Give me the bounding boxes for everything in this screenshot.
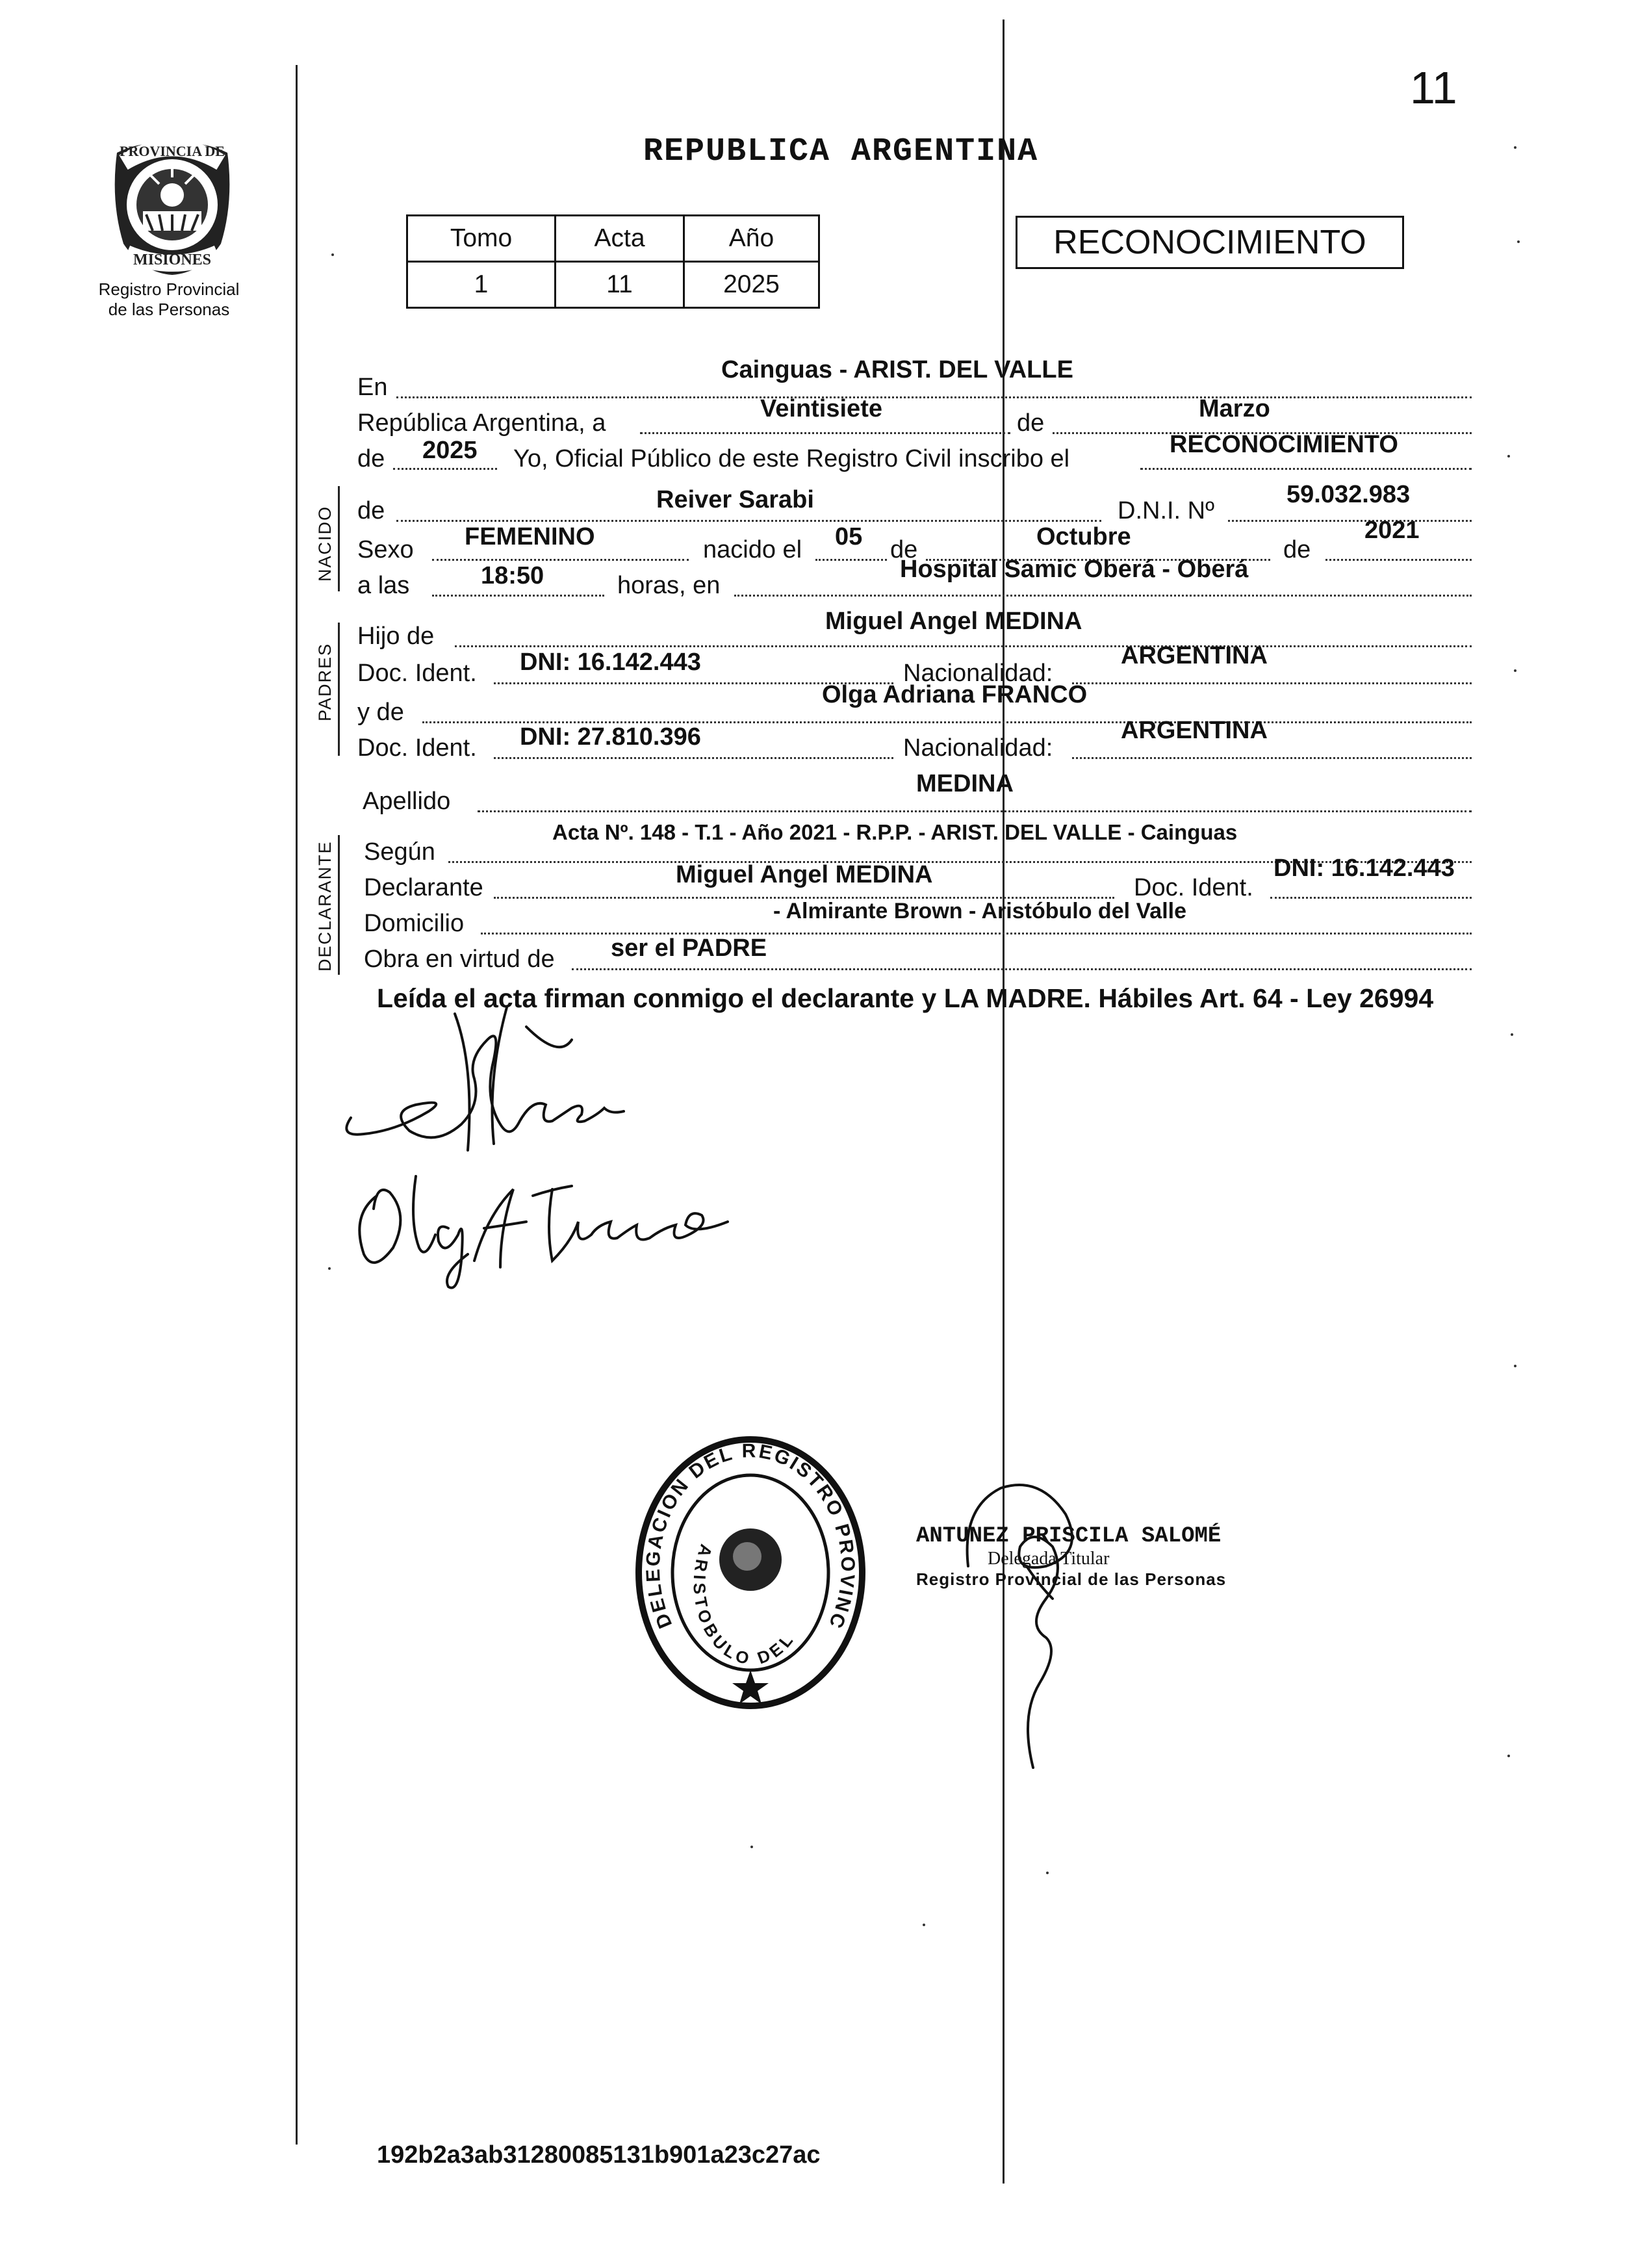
label-a-las: a las <box>357 572 410 599</box>
label-dni: D.N.I. Nº <box>1118 497 1214 524</box>
dots-en <box>396 396 1472 398</box>
left-margin-rule <box>296 65 298 2145</box>
document-title: REPUBLICA ARGENTINA <box>643 133 1039 170</box>
label-nacido-el: nacido el <box>703 536 802 563</box>
closing-text: Leída el acta firman conmigo el declarante y LA MADRE. Hábiles Art. 64 - Ley 26994 <box>377 983 1434 1013</box>
side-label-padres: PADRES <box>315 642 335 721</box>
label-nacionalidad-padre: Nacionalidad: <box>903 660 1053 687</box>
handwritten-signatures <box>338 1001 858 1339</box>
scan-speck <box>1514 669 1516 672</box>
scan-speck <box>923 1924 925 1926</box>
bracket-nacido <box>338 486 340 591</box>
dots-padre <box>455 645 1472 647</box>
dots-dni <box>1228 520 1472 522</box>
label-horas-en: horas, en <box>617 572 721 599</box>
dots-lugar-nac <box>734 595 1472 597</box>
logo-text-bottom: MISIONES <box>133 251 212 268</box>
anio-value: 2025 <box>684 262 819 308</box>
dots-madre-dni <box>494 757 893 759</box>
label-sexo: Sexo <box>357 536 414 563</box>
registry-caption <box>71 279 266 320</box>
official-signature <box>949 1469 1118 1781</box>
scan-speck <box>1507 455 1510 457</box>
value-padre: Miguel Angel MEDINA <box>825 608 1082 635</box>
label-de-mes: de <box>1017 409 1045 437</box>
dots-obra <box>572 968 1472 970</box>
anio-header: Año <box>684 216 819 262</box>
value-obra: ser el PADRE <box>611 934 767 962</box>
value-sexo: FEMENINO <box>465 523 595 550</box>
seal-inner-text: ARISTOBULO DEL <box>689 1541 799 1669</box>
value-lugar: Cainguas - ARIST. DEL VALLE <box>721 356 1073 383</box>
label-hijo-de: Hijo de <box>357 623 435 650</box>
dots-tipo <box>1140 468 1472 470</box>
side-label-nacido: NACIDO <box>315 505 335 582</box>
label-de-nac-anio: de <box>1283 536 1311 563</box>
act-type-box: RECONOCIMIENTO <box>1016 216 1404 269</box>
province-logo <box>97 127 247 276</box>
scan-speck <box>1517 240 1520 243</box>
value-apellido: MEDINA <box>916 770 1014 797</box>
dots-nac-anio <box>1325 559 1472 561</box>
value-madre: Olga Adriana FRANCO <box>822 681 1088 708</box>
label-de-persona: de <box>357 497 385 524</box>
logo-text-top: PROVINCIA DE <box>120 143 225 159</box>
value-declarante-dni: DNI: 16.142.443 <box>1273 855 1455 882</box>
scan-speck <box>1514 146 1516 149</box>
acta-header: Acta <box>556 216 684 262</box>
bracket-declarante <box>338 835 340 975</box>
value-nombre: Reiver Sarabi <box>656 486 814 513</box>
value-domicilio: - Almirante Brown - Aristóbulo del Valle <box>773 899 1187 923</box>
label-segun: Según <box>364 838 435 866</box>
value-dni: 59.032.983 <box>1286 481 1411 508</box>
label-domicilio: Domicilio <box>364 910 465 937</box>
value-nac-mes: Octubre <box>1036 523 1131 550</box>
label-doc-ident-declarante: Doc. Ident. <box>1134 874 1253 901</box>
page-number: 11 <box>1410 62 1457 113</box>
value-lugar-nac: Hospital Samic Oberá - Oberá <box>900 556 1249 583</box>
label-doc-ident-padre: Doc. Ident. <box>357 660 477 687</box>
label-republica: República Argentina, a <box>357 409 606 437</box>
value-padre-dni: DNI: 16.142.443 <box>520 649 701 676</box>
value-tipo: RECONOCIMIENTO <box>1170 431 1398 458</box>
tomo-header: Tomo <box>407 216 556 262</box>
value-declarante: Miguel Angel MEDINA <box>676 861 933 888</box>
value-anio: 2025 <box>422 437 478 464</box>
value-nac-anio: 2021 <box>1364 517 1420 544</box>
dots-nac-dia <box>815 559 887 561</box>
scan-speck <box>328 1267 331 1270</box>
side-label-declarante: DECLARANTE <box>315 840 335 972</box>
dots-padre-nac <box>1072 682 1472 684</box>
dots-declarante-dni <box>1270 897 1472 899</box>
label-declarante: Declarante <box>364 874 483 901</box>
official-block <box>916 1524 1226 1590</box>
label-de-anio: de <box>357 445 385 472</box>
scan-speck <box>1507 1755 1510 1757</box>
dots-hora <box>432 595 604 597</box>
value-hora: 18:50 <box>481 562 544 589</box>
tomo-value: 1 <box>407 262 556 308</box>
seal-outer-text: DELEGACION DEL REGISTRO PROVINC <box>642 1440 859 1633</box>
label-doc-ident-madre: Doc. Ident. <box>357 734 477 762</box>
label-de-nac-mes: de <box>890 536 918 563</box>
bracket-padres <box>338 623 340 756</box>
record-table-header <box>407 216 819 262</box>
registry-caption-line1: Registro Provincial <box>98 279 240 299</box>
official-seal <box>633 1430 867 1722</box>
dots-dia <box>640 432 1010 434</box>
label-en: En <box>357 374 388 401</box>
scan-speck <box>331 253 334 256</box>
label-y-de: y de <box>357 699 404 726</box>
label-obra: Obra en virtud de <box>364 946 555 973</box>
record-table <box>406 214 820 309</box>
document-hash: 192b2a3ab31280085131b901a23c27ac <box>377 2141 821 2169</box>
value-dia: Veintisiete <box>760 395 882 422</box>
acta-value: 11 <box>556 262 684 308</box>
scan-speck <box>750 1846 753 1848</box>
dots-sexo <box>432 559 689 561</box>
label-nacionalidad-madre: Nacionalidad: <box>903 734 1053 762</box>
value-mes: Marzo <box>1199 395 1270 422</box>
record-table-values <box>407 262 819 308</box>
value-nac-dia: 05 <box>835 523 863 550</box>
official-org: Registro Provincial de las Personas <box>916 1569 1227 1589</box>
label-oficial: Yo, Oficial Público de este Registro Civil inscribo el <box>513 445 1070 472</box>
scan-speck <box>1511 1033 1513 1036</box>
official-role: Delegada Titular <box>988 1549 1110 1569</box>
scan-speck <box>1514 1365 1516 1367</box>
value-segun: Acta Nº. 148 - T.1 - Año 2021 - R.P.P. - ARIST. DEL VALLE - Cainguas <box>552 820 1238 844</box>
dots-apellido <box>478 810 1472 812</box>
official-name: ANTUNEZ PRISCILA SALOMÉ <box>916 1524 1222 1549</box>
dots-nombre <box>396 520 1101 522</box>
dots-madre-nac <box>1072 757 1472 759</box>
center-fold-line <box>1003 19 1004 2184</box>
value-madre-nac: ARGENTINA <box>1121 717 1268 744</box>
value-madre-dni: DNI: 27.810.396 <box>520 723 701 751</box>
label-apellido: Apellido <box>363 788 451 815</box>
scan-speck <box>1046 1872 1049 1874</box>
registry-caption-line2: de las Personas <box>108 300 230 319</box>
dots-anio <box>393 468 497 470</box>
value-padre-nac: ARGENTINA <box>1121 642 1268 669</box>
